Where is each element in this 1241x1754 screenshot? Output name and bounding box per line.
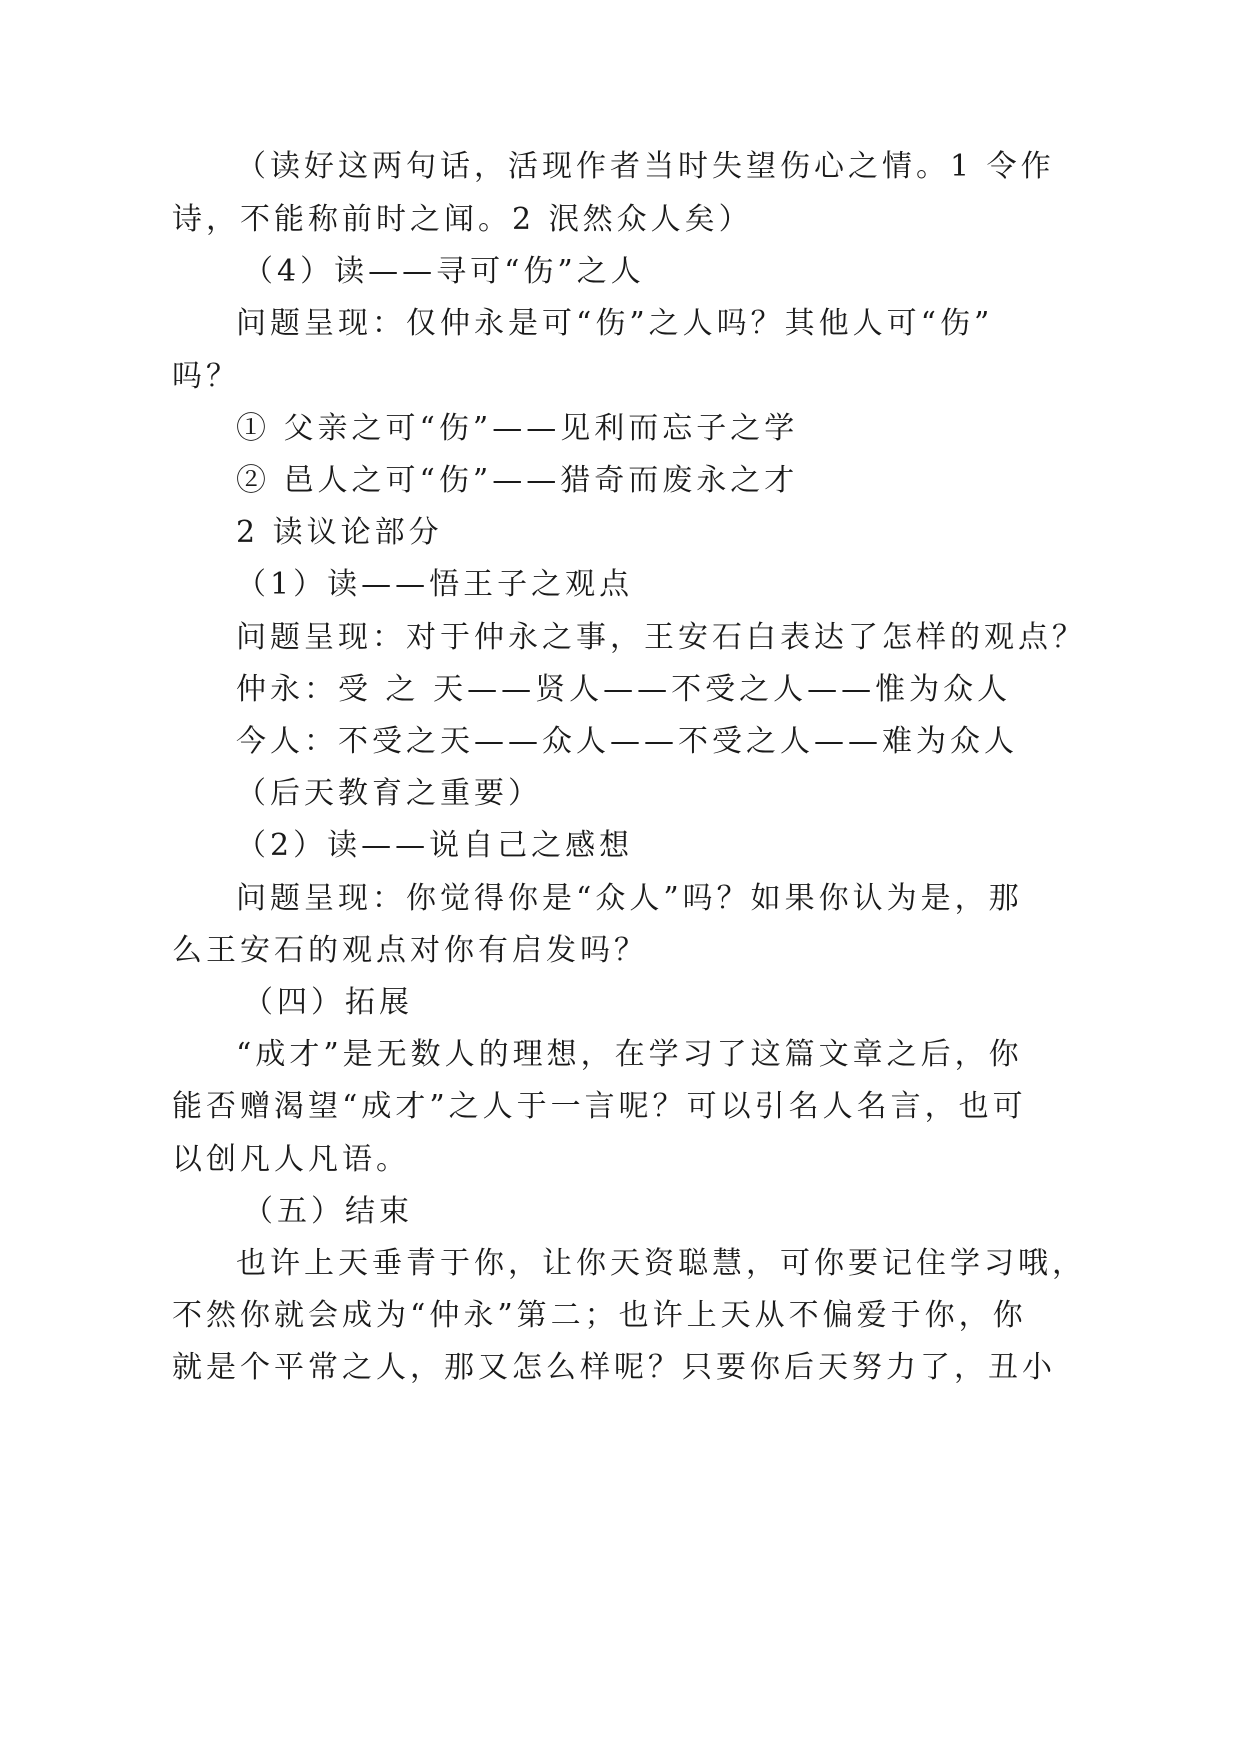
text-line: 以创凡人凡语。 [172, 1142, 410, 1177]
text-line: 不然你就会成为“仲永”第二；也许上天从不偏爱于你，你 [172, 1298, 1027, 1333]
text-line: ② 邑人之可“伤”——猎奇而废永之才 [236, 463, 799, 498]
text-line: 2 读议论部分 [236, 515, 443, 550]
text-line: （1）读——悟王子之观点 [236, 567, 634, 602]
text-line: “成才”是无数人的理想，在学习了这篇文章之后，你 [236, 1037, 1023, 1072]
text-line: （读好这两句话，活现作者当时失望伤心之情。1 令作 [236, 149, 1055, 184]
text-line: 问题呈现：对于仲永之事，王安石白表达了怎样的观点？ [236, 620, 1086, 655]
text-line: （2）读——说自己之感想 [236, 828, 634, 863]
text-line: 问题呈现：仅仲永是可“伤”之人吗？其他人可“伤” [236, 306, 994, 341]
text-line: （五）结束 [243, 1194, 413, 1229]
text-line: 吗？ [172, 359, 240, 394]
text-line: 就是个平常之人，那又怎么样呢？只要你后天努力了，丑小 [172, 1350, 1056, 1385]
text-line: 能否赠渴望“成才”之人于一言呢？可以引名人名言，也可 [172, 1089, 1027, 1124]
text-line: ① 父亲之可“伤”——见利而忘子之学 [236, 411, 799, 446]
text-line: 今人：不受之天——众人——不受之人——难为众人 [236, 724, 1018, 759]
text-line: 也许上天垂青于你，让你天资聪慧，可你要记住学习哦， [236, 1246, 1086, 1281]
text-line: 仲永：受 之 天——贤人——不受之人——惟为众人 [236, 672, 1012, 707]
text-line: （四）拓展 [243, 985, 413, 1020]
text-line: 问题呈现：你觉得你是“众人”吗？如果你认为是，那 [236, 881, 1023, 916]
text-line: （4）读——寻可“伤”之人 [243, 254, 645, 289]
text-line: 诗，不能称前时之闻。2 泯然众人矣） [172, 202, 753, 237]
text-line: 么王安石的观点对你有启发吗？ [172, 933, 648, 968]
text-line: （后天教育之重要） [236, 776, 542, 811]
